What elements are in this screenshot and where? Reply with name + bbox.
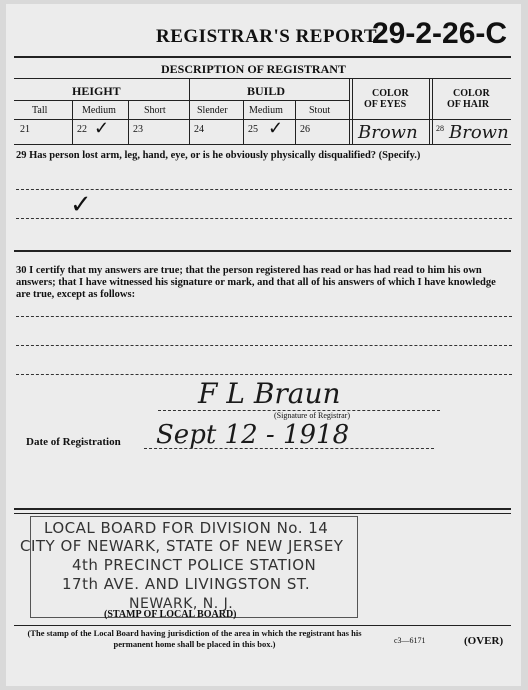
build-medium-number: 25 bbox=[248, 124, 258, 135]
stamp-line-5: NEWARK, N. J. bbox=[129, 596, 234, 612]
stamp-line-4: 17th AVE. AND LIVINGSTON ST. bbox=[62, 575, 311, 593]
eyes-label-1: COLOR bbox=[372, 88, 409, 99]
section-rule bbox=[14, 508, 511, 510]
height-short: Short bbox=[144, 105, 166, 116]
signature-caption: (Signature of Registrar) bbox=[274, 411, 350, 420]
stamp-line-3: 4th PRECINCT POLICE STATION bbox=[72, 556, 317, 574]
height-medium-number: 22 bbox=[77, 124, 87, 135]
registration-date: Sept 12 - 1918 bbox=[156, 420, 350, 450]
col-sep bbox=[349, 78, 350, 144]
question-29-text: 29 Has person lost arm, leg, hand, eye, or is he obviously physically disqualified? (Specify.) bbox=[16, 150, 421, 161]
build-slender-number: 24 bbox=[194, 124, 204, 135]
col-sep bbox=[128, 100, 129, 144]
stamp-caption: (STAMP OF LOCAL BOARD) bbox=[104, 609, 237, 620]
height-tall: Tall bbox=[32, 105, 48, 116]
rule bbox=[14, 100, 189, 101]
build-label: BUILD bbox=[247, 84, 286, 98]
hair-label-2: OF HAIR bbox=[447, 99, 490, 110]
build-stout: Stout bbox=[309, 105, 331, 116]
rule bbox=[14, 144, 511, 145]
answer-line bbox=[16, 345, 512, 346]
height-label: HEIGHT bbox=[72, 84, 121, 98]
stamp-line-2: CITY OF NEWARK, STATE OF NEW JERSEY bbox=[20, 537, 344, 555]
check-mark-icon: ✓ bbox=[70, 190, 92, 219]
col-sep bbox=[72, 100, 73, 144]
height-tall-number: 21 bbox=[20, 124, 30, 135]
check-mark-icon: ✓ bbox=[268, 118, 284, 138]
form-code: c3—6171 bbox=[394, 636, 426, 645]
hair-number: 28 bbox=[436, 124, 444, 133]
rule bbox=[14, 119, 511, 120]
answer-line bbox=[16, 218, 512, 219]
col-sep bbox=[243, 100, 244, 144]
serial-number: 29-2-26-C bbox=[372, 17, 508, 50]
eye-color-value: Brown bbox=[358, 122, 418, 143]
build-medium: Medium bbox=[249, 105, 283, 116]
rule bbox=[14, 78, 511, 79]
stamp-line-1: LOCAL BOARD FOR DIVISION No. 14 bbox=[44, 519, 329, 537]
section-rule bbox=[14, 250, 511, 252]
col-sep bbox=[295, 100, 296, 144]
answer-line bbox=[16, 316, 512, 317]
col-sep bbox=[429, 78, 430, 144]
eyes-label-2: OF EYES bbox=[364, 99, 407, 110]
col-sep bbox=[352, 78, 353, 144]
table-top-rule bbox=[14, 56, 511, 58]
check-mark-icon: ✓ bbox=[94, 118, 110, 138]
col-sep bbox=[432, 78, 433, 144]
height-short-number: 23 bbox=[133, 124, 143, 135]
over-label: (OVER) bbox=[464, 635, 504, 647]
build-stout-number: 26 bbox=[300, 124, 310, 135]
footer-note: (The stamp of the Local Board having jurisdiction of the area in which the registrant has his permanent home shall be placed in this box.) bbox=[27, 628, 362, 649]
col-sep bbox=[189, 78, 190, 144]
date-line bbox=[144, 448, 434, 449]
question-30-text: 30 I certify that my answers are true; that the person registered has read or has had read to him his own answers; that I have witnessed his signature or mark, and that all of his answers of which I have knowledge are true, except as follows: bbox=[16, 265, 496, 300]
height-medium: Medium bbox=[82, 105, 116, 116]
answer-line bbox=[16, 374, 512, 375]
registration-card bbox=[6, 4, 521, 686]
description-title: DESCRIPTION OF REGISTRANT bbox=[161, 62, 346, 76]
hair-color-value: Brown bbox=[449, 122, 509, 143]
rule bbox=[189, 100, 349, 101]
report-title: REGISTRAR'S REPORT bbox=[156, 26, 378, 47]
date-label: Date of Registration bbox=[26, 436, 121, 448]
build-slender: Slender bbox=[197, 105, 228, 116]
registrar-signature: F L Braun bbox=[198, 377, 341, 410]
section-rule bbox=[14, 513, 511, 514]
hair-label-1: COLOR bbox=[453, 88, 490, 99]
rule bbox=[14, 625, 511, 626]
